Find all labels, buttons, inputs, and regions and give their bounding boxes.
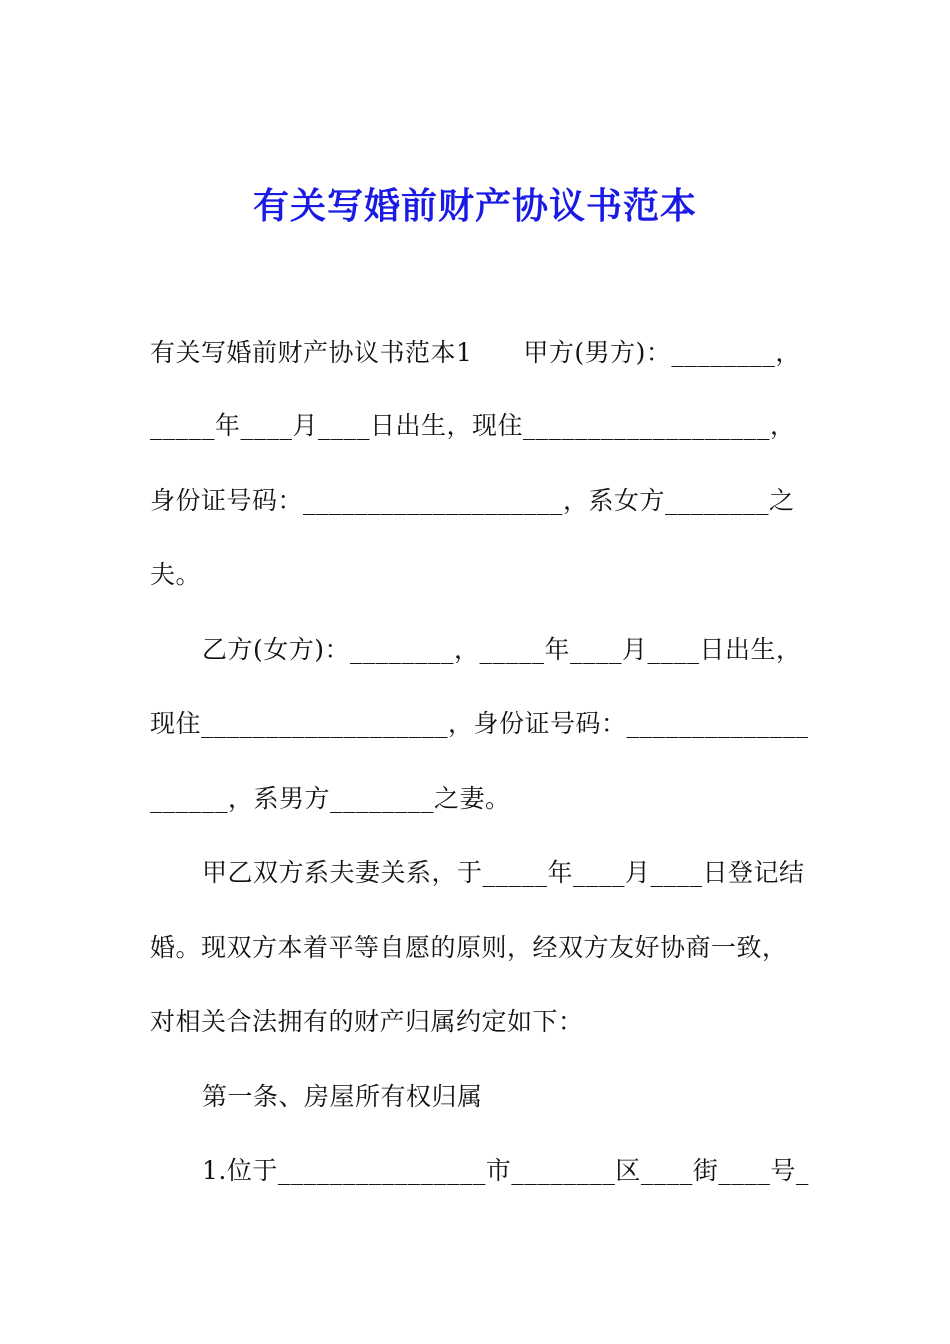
paragraph-line-7: ______，系男方________之妻。 — [150, 784, 511, 813]
paragraph-line-9: 婚。现双方本着平等自愿的原则，经双方友好协商一致， — [150, 933, 788, 962]
paragraph-line-1: 有关写婚前财产协议书范本1 甲方(男方)：________， — [150, 338, 801, 367]
paragraph-line-3: 身份证号码：____________________，系女方________之 — [150, 486, 795, 515]
paragraph-line-10: 对相关合法拥有的财产归属约定如下： — [150, 1007, 584, 1036]
document-title: 有关写婚前财产协议书范本 — [252, 185, 697, 227]
paragraph-line-12: 1.位于________________市________区____街____号_ — [202, 1156, 809, 1185]
paragraph-line-8: 甲乙双方系夫妻关系，于_____年____月____日登记结 — [202, 858, 805, 887]
paragraph-line-4: 夫。 — [150, 560, 202, 589]
paragraph-line-5: 乙方(女方)：________，_____年____月____日出生， — [202, 635, 802, 664]
section-heading-line: 第一条、房屋所有权归属 — [202, 1082, 483, 1111]
paragraph-line-6: 现住___________________，身份证号码：______________ — [150, 709, 809, 738]
paragraph-line-2: _____年____月____日出生，现住___________________， — [150, 411, 796, 440]
